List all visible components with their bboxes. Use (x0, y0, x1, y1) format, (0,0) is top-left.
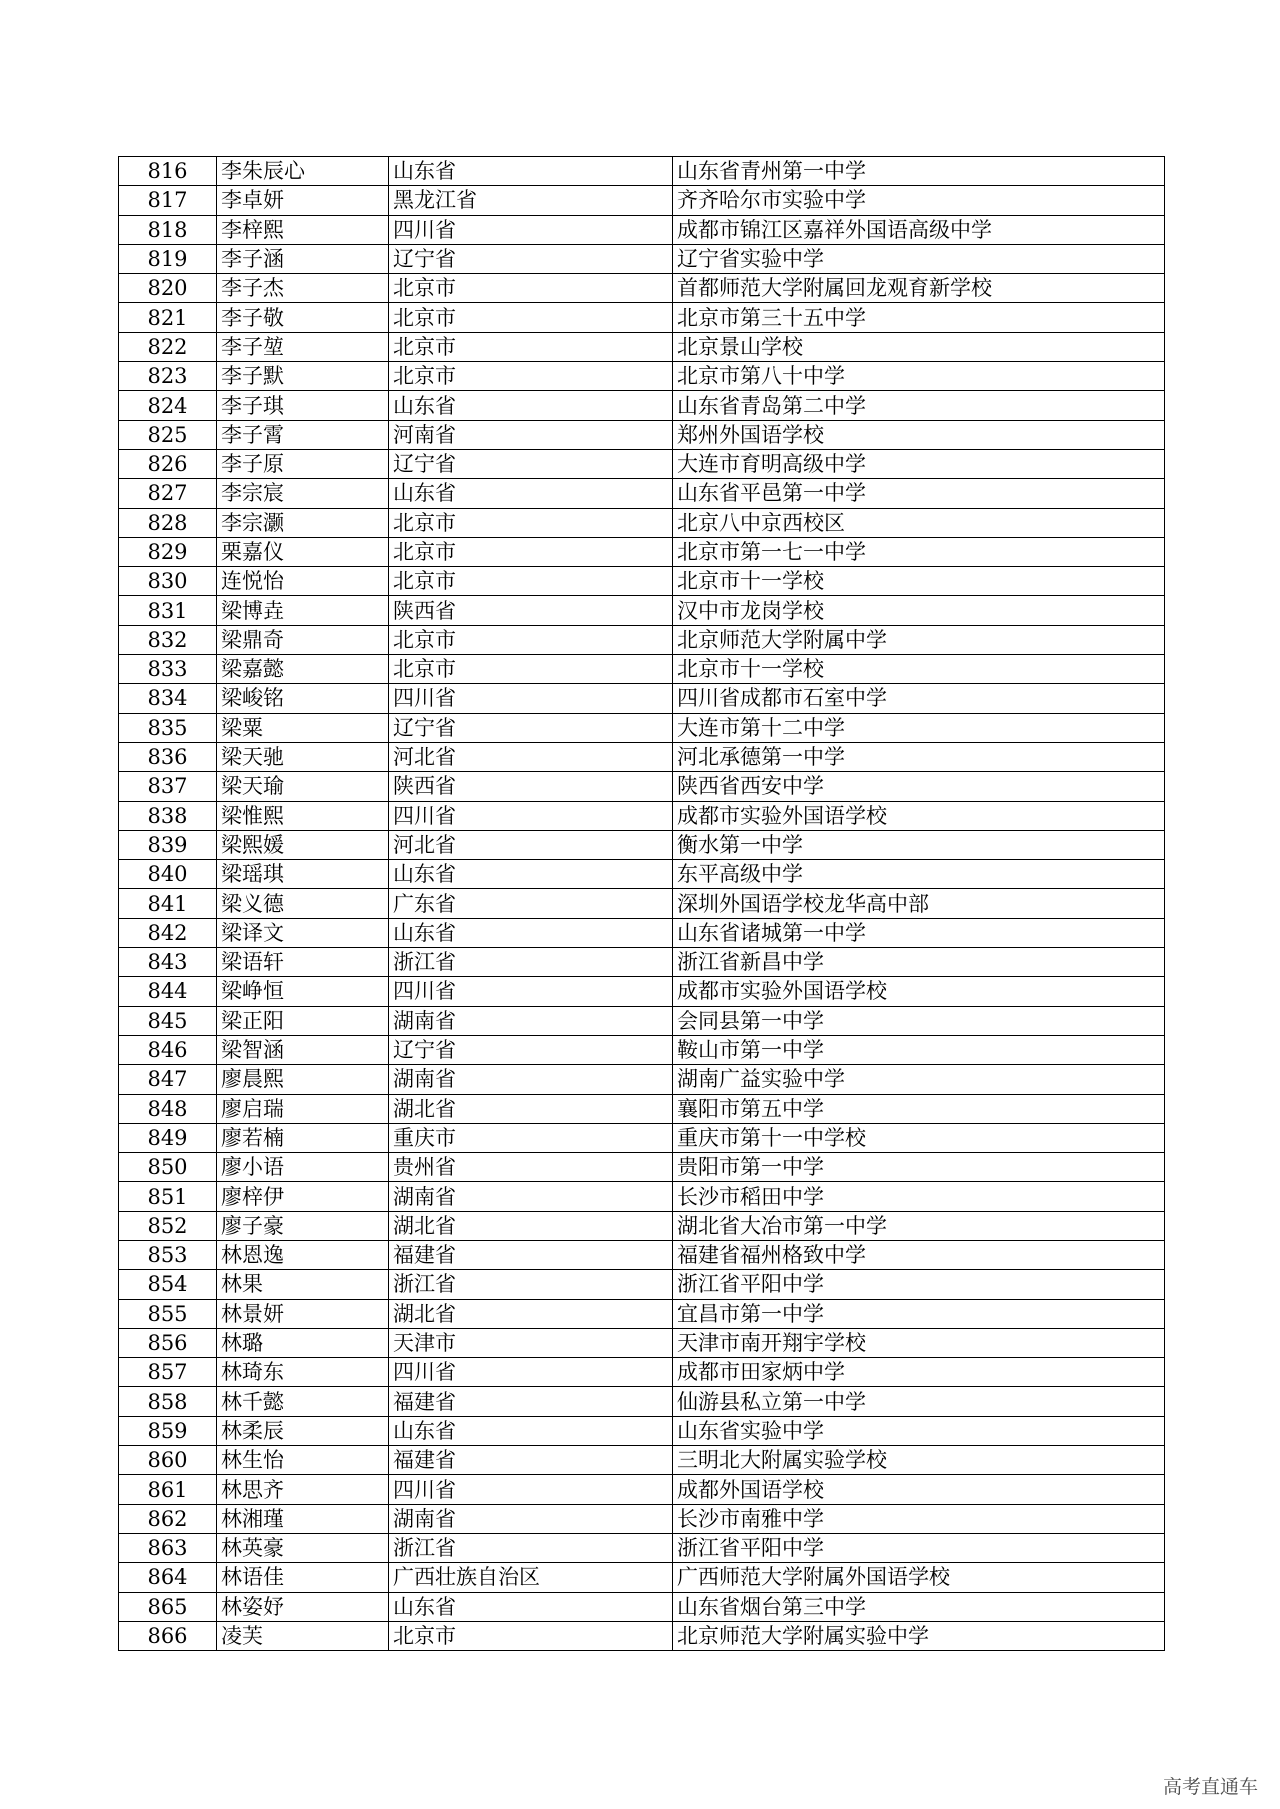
province-cell: 福建省 (389, 1446, 673, 1475)
table-row (119, 157, 1165, 186)
table-row (119, 1416, 1165, 1445)
table-row (119, 713, 1165, 742)
province-cell: 辽宁省 (389, 244, 673, 273)
student-name-cell: 梁峻铭 (217, 684, 389, 713)
student-name-cell: 梁鼎奇 (217, 625, 389, 654)
row-number-cell: 837 (119, 772, 217, 801)
row-number-cell: 843 (119, 948, 217, 977)
province-cell: 湖南省 (389, 1006, 673, 1035)
table-row (119, 1475, 1165, 1504)
table-row (119, 1240, 1165, 1269)
province-cell: 四川省 (389, 1358, 673, 1387)
table-row (119, 186, 1165, 215)
province-cell: 山东省 (389, 918, 673, 947)
student-name-cell: 林琦东 (217, 1358, 389, 1387)
school-cell: 成都外国语学校 (673, 1475, 1165, 1504)
row-number-cell: 864 (119, 1563, 217, 1592)
row-number-cell: 827 (119, 479, 217, 508)
student-name-cell: 林思齐 (217, 1475, 389, 1504)
school-cell: 齐齐哈尔市实验中学 (673, 186, 1165, 215)
province-cell: 辽宁省 (389, 449, 673, 478)
student-name-cell: 林英豪 (217, 1533, 389, 1562)
watermark: 高考直通车 (1162, 1776, 1258, 1798)
school-cell: 北京市第八十中学 (673, 362, 1165, 391)
table-row (119, 1563, 1165, 1592)
student-name-cell: 李卓妍 (217, 186, 389, 215)
province-cell: 浙江省 (389, 1270, 673, 1299)
province-cell: 北京市 (389, 625, 673, 654)
student-name-cell: 梁正阳 (217, 1006, 389, 1035)
table-row (119, 801, 1165, 830)
table-row (119, 332, 1165, 361)
student-name-cell: 林姿妤 (217, 1592, 389, 1621)
table-row (119, 1182, 1165, 1211)
table-row (119, 860, 1165, 889)
student-name-cell: 林千懿 (217, 1387, 389, 1416)
row-number-cell: 845 (119, 1006, 217, 1035)
school-cell: 首都师范大学附属回龙观育新学校 (673, 274, 1165, 303)
province-cell: 北京市 (389, 274, 673, 303)
province-cell: 山东省 (389, 391, 673, 420)
province-cell: 辽宁省 (389, 713, 673, 742)
row-number-cell: 866 (119, 1621, 217, 1650)
province-cell: 贵州省 (389, 1153, 673, 1182)
student-name-cell: 李梓熙 (217, 215, 389, 244)
student-name-cell: 林湘瑾 (217, 1504, 389, 1533)
school-cell: 北京市十一学校 (673, 655, 1165, 684)
school-cell: 大连市育明高级中学 (673, 449, 1165, 478)
table-row (119, 420, 1165, 449)
province-cell: 湖南省 (389, 1182, 673, 1211)
school-cell: 襄阳市第五中学 (673, 1094, 1165, 1123)
school-cell: 湖北省大冶市第一中学 (673, 1211, 1165, 1240)
student-name-cell: 李子默 (217, 362, 389, 391)
student-list-table (118, 156, 1165, 1651)
row-number-cell: 825 (119, 420, 217, 449)
province-cell: 山东省 (389, 1592, 673, 1621)
school-cell: 深圳外国语学校龙华高中部 (673, 889, 1165, 918)
student-name-cell: 李子原 (217, 449, 389, 478)
student-name-cell: 廖启瑞 (217, 1094, 389, 1123)
row-number-cell: 863 (119, 1533, 217, 1562)
student-name-cell: 梁博垚 (217, 596, 389, 625)
school-cell: 北京八中京西校区 (673, 508, 1165, 537)
school-cell: 湖南广益实验中学 (673, 1065, 1165, 1094)
province-cell: 北京市 (389, 332, 673, 361)
province-cell: 广西壮族自治区 (389, 1563, 673, 1592)
school-cell: 辽宁省实验中学 (673, 244, 1165, 273)
province-cell: 天津市 (389, 1328, 673, 1357)
province-cell: 河北省 (389, 830, 673, 859)
province-cell: 福建省 (389, 1240, 673, 1269)
student-name-cell: 李子霄 (217, 420, 389, 449)
table-row (119, 215, 1165, 244)
school-cell: 大连市第十二中学 (673, 713, 1165, 742)
row-number-cell: 832 (119, 625, 217, 654)
province-cell: 河南省 (389, 420, 673, 449)
province-cell: 陕西省 (389, 772, 673, 801)
province-cell: 北京市 (389, 567, 673, 596)
school-cell: 贵阳市第一中学 (673, 1153, 1165, 1182)
province-cell: 广东省 (389, 889, 673, 918)
province-cell: 北京市 (389, 537, 673, 566)
student-name-cell: 梁峥恒 (217, 977, 389, 1006)
student-list-body (119, 157, 1165, 1651)
student-name-cell: 梁熙媛 (217, 830, 389, 859)
province-cell: 四川省 (389, 1475, 673, 1504)
table-row (119, 508, 1165, 537)
school-cell: 成都市田家炳中学 (673, 1358, 1165, 1387)
table-row (119, 362, 1165, 391)
student-name-cell: 李子敬 (217, 303, 389, 332)
province-cell: 北京市 (389, 303, 673, 332)
table-row (119, 1035, 1165, 1064)
table-row (119, 1299, 1165, 1328)
school-cell: 浙江省平阳中学 (673, 1533, 1165, 1562)
school-cell: 北京师范大学附属实验中学 (673, 1621, 1165, 1650)
table-row (119, 1065, 1165, 1094)
school-cell: 北京市第三十五中学 (673, 303, 1165, 332)
row-number-cell: 826 (119, 449, 217, 478)
row-number-cell: 848 (119, 1094, 217, 1123)
school-cell: 北京师范大学附属中学 (673, 625, 1165, 654)
student-name-cell: 林生怡 (217, 1446, 389, 1475)
row-number-cell: 818 (119, 215, 217, 244)
row-number-cell: 824 (119, 391, 217, 420)
province-cell: 北京市 (389, 655, 673, 684)
table-row (119, 655, 1165, 684)
table-row (119, 244, 1165, 273)
province-cell: 四川省 (389, 684, 673, 713)
student-name-cell: 梁译文 (217, 918, 389, 947)
row-number-cell: 851 (119, 1182, 217, 1211)
student-name-cell: 廖子豪 (217, 1211, 389, 1240)
table-row (119, 1094, 1165, 1123)
school-cell: 福建省福州格致中学 (673, 1240, 1165, 1269)
province-cell: 四川省 (389, 215, 673, 244)
row-number-cell: 833 (119, 655, 217, 684)
student-name-cell: 梁天瑜 (217, 772, 389, 801)
table-row (119, 1358, 1165, 1387)
school-cell: 成都市锦江区嘉祥外国语高级中学 (673, 215, 1165, 244)
student-name-cell: 林柔辰 (217, 1416, 389, 1445)
student-name-cell: 梁粟 (217, 713, 389, 742)
table-row (119, 742, 1165, 771)
student-name-cell: 廖梓伊 (217, 1182, 389, 1211)
table-row (119, 274, 1165, 303)
student-name-cell: 梁瑶琪 (217, 860, 389, 889)
province-cell: 浙江省 (389, 1533, 673, 1562)
school-cell: 长沙市稻田中学 (673, 1182, 1165, 1211)
row-number-cell: 839 (119, 830, 217, 859)
school-cell: 山东省青州第一中学 (673, 157, 1165, 186)
row-number-cell: 831 (119, 596, 217, 625)
row-number-cell: 849 (119, 1123, 217, 1152)
student-name-cell: 栗嘉仪 (217, 537, 389, 566)
row-number-cell: 820 (119, 274, 217, 303)
row-number-cell: 858 (119, 1387, 217, 1416)
table-row (119, 625, 1165, 654)
student-name-cell: 连悦怡 (217, 567, 389, 596)
row-number-cell: 821 (119, 303, 217, 332)
row-number-cell: 823 (119, 362, 217, 391)
table-row (119, 1270, 1165, 1299)
row-number-cell: 817 (119, 186, 217, 215)
table-row (119, 772, 1165, 801)
row-number-cell: 828 (119, 508, 217, 537)
table-row (119, 479, 1165, 508)
row-number-cell: 865 (119, 1592, 217, 1621)
school-cell: 仙游县私立第一中学 (673, 1387, 1165, 1416)
school-cell: 北京市十一学校 (673, 567, 1165, 596)
province-cell: 山东省 (389, 1416, 673, 1445)
row-number-cell: 852 (119, 1211, 217, 1240)
school-cell: 长沙市南雅中学 (673, 1504, 1165, 1533)
table-row (119, 537, 1165, 566)
province-cell: 湖北省 (389, 1211, 673, 1240)
province-cell: 陕西省 (389, 596, 673, 625)
student-name-cell: 梁惟熙 (217, 801, 389, 830)
table-row (119, 1328, 1165, 1357)
row-number-cell: 847 (119, 1065, 217, 1094)
student-name-cell: 林果 (217, 1270, 389, 1299)
row-number-cell: 844 (119, 977, 217, 1006)
student-name-cell: 廖晨熙 (217, 1065, 389, 1094)
student-name-cell: 梁嘉懿 (217, 655, 389, 684)
table-row (119, 391, 1165, 420)
student-name-cell: 梁天驰 (217, 742, 389, 771)
school-cell: 陕西省西安中学 (673, 772, 1165, 801)
province-cell: 黑龙江省 (389, 186, 673, 215)
province-cell: 河北省 (389, 742, 673, 771)
school-cell: 山东省实验中学 (673, 1416, 1165, 1445)
school-cell: 宜昌市第一中学 (673, 1299, 1165, 1328)
province-cell: 四川省 (389, 977, 673, 1006)
school-cell: 三明北大附属实验学校 (673, 1446, 1165, 1475)
row-number-cell: 840 (119, 860, 217, 889)
school-cell: 汉中市龙岗学校 (673, 596, 1165, 625)
province-cell: 福建省 (389, 1387, 673, 1416)
province-cell: 北京市 (389, 362, 673, 391)
student-name-cell: 李子琪 (217, 391, 389, 420)
school-cell: 会同县第一中学 (673, 1006, 1165, 1035)
row-number-cell: 855 (119, 1299, 217, 1328)
row-number-cell: 822 (119, 332, 217, 361)
province-cell: 山东省 (389, 860, 673, 889)
school-cell: 山东省青岛第二中学 (673, 391, 1165, 420)
school-cell: 郑州外国语学校 (673, 420, 1165, 449)
table-row (119, 948, 1165, 977)
table-row (119, 1006, 1165, 1035)
province-cell: 山东省 (389, 479, 673, 508)
row-number-cell: 860 (119, 1446, 217, 1475)
row-number-cell: 854 (119, 1270, 217, 1299)
row-number-cell: 853 (119, 1240, 217, 1269)
student-name-cell: 林恩逸 (217, 1240, 389, 1269)
province-cell: 北京市 (389, 508, 673, 537)
student-name-cell: 林语佳 (217, 1563, 389, 1592)
table-row (119, 303, 1165, 332)
student-name-cell: 李朱辰心 (217, 157, 389, 186)
province-cell: 湖南省 (389, 1504, 673, 1533)
school-cell: 山东省诸城第一中学 (673, 918, 1165, 947)
province-cell: 湖北省 (389, 1299, 673, 1328)
row-number-cell: 830 (119, 567, 217, 596)
row-number-cell: 841 (119, 889, 217, 918)
row-number-cell: 829 (119, 537, 217, 566)
table-row (119, 1211, 1165, 1240)
student-name-cell: 凌芙 (217, 1621, 389, 1650)
row-number-cell: 835 (119, 713, 217, 742)
school-cell: 北京景山学校 (673, 332, 1165, 361)
school-cell: 鞍山市第一中学 (673, 1035, 1165, 1064)
row-number-cell: 819 (119, 244, 217, 273)
table-row (119, 1123, 1165, 1152)
province-cell: 四川省 (389, 801, 673, 830)
student-name-cell: 李宗灏 (217, 508, 389, 537)
province-cell: 湖南省 (389, 1065, 673, 1094)
school-cell: 成都市实验外国语学校 (673, 801, 1165, 830)
table-row (119, 1504, 1165, 1533)
table-row (119, 596, 1165, 625)
student-name-cell: 李子杰 (217, 274, 389, 303)
table-row (119, 1621, 1165, 1650)
province-cell: 辽宁省 (389, 1035, 673, 1064)
table-row (119, 1387, 1165, 1416)
table-row (119, 1446, 1165, 1475)
student-name-cell: 梁语轩 (217, 948, 389, 977)
table-row (119, 567, 1165, 596)
row-number-cell: 859 (119, 1416, 217, 1445)
table-row (119, 830, 1165, 859)
school-cell: 浙江省平阳中学 (673, 1270, 1165, 1299)
school-cell: 成都市实验外国语学校 (673, 977, 1165, 1006)
row-number-cell: 850 (119, 1153, 217, 1182)
row-number-cell: 861 (119, 1475, 217, 1504)
school-cell: 浙江省新昌中学 (673, 948, 1165, 977)
school-cell: 山东省烟台第三中学 (673, 1592, 1165, 1621)
student-name-cell: 廖小语 (217, 1153, 389, 1182)
school-cell: 东平高级中学 (673, 860, 1165, 889)
row-number-cell: 846 (119, 1035, 217, 1064)
school-cell: 重庆市第十一中学校 (673, 1123, 1165, 1152)
row-number-cell: 856 (119, 1328, 217, 1357)
row-number-cell: 842 (119, 918, 217, 947)
province-cell: 湖北省 (389, 1094, 673, 1123)
province-cell: 北京市 (389, 1621, 673, 1650)
row-number-cell: 838 (119, 801, 217, 830)
student-name-cell: 梁义德 (217, 889, 389, 918)
student-name-cell: 李宗宸 (217, 479, 389, 508)
student-name-cell: 李子堃 (217, 332, 389, 361)
province-cell: 浙江省 (389, 948, 673, 977)
school-cell: 河北承德第一中学 (673, 742, 1165, 771)
table-row (119, 889, 1165, 918)
school-cell: 衡水第一中学 (673, 830, 1165, 859)
table-row (119, 1592, 1165, 1621)
student-name-cell: 李子涵 (217, 244, 389, 273)
school-cell: 北京市第一七一中学 (673, 537, 1165, 566)
school-cell: 天津市南开翔宇学校 (673, 1328, 1165, 1357)
row-number-cell: 857 (119, 1358, 217, 1387)
row-number-cell: 862 (119, 1504, 217, 1533)
row-number-cell: 834 (119, 684, 217, 713)
row-number-cell: 836 (119, 742, 217, 771)
row-number-cell: 816 (119, 157, 217, 186)
province-cell: 重庆市 (389, 1123, 673, 1152)
table-row (119, 449, 1165, 478)
student-name-cell: 林景妍 (217, 1299, 389, 1328)
province-cell: 山东省 (389, 157, 673, 186)
school-cell: 山东省平邑第一中学 (673, 479, 1165, 508)
table-row (119, 1533, 1165, 1562)
table-row (119, 1153, 1165, 1182)
school-cell: 四川省成都市石室中学 (673, 684, 1165, 713)
table-row (119, 977, 1165, 1006)
school-cell: 广西师范大学附属外国语学校 (673, 1563, 1165, 1592)
student-name-cell: 林璐 (217, 1328, 389, 1357)
student-name-cell: 廖若楠 (217, 1123, 389, 1152)
table-row (119, 684, 1165, 713)
table-row (119, 918, 1165, 947)
student-name-cell: 梁智涵 (217, 1035, 389, 1064)
